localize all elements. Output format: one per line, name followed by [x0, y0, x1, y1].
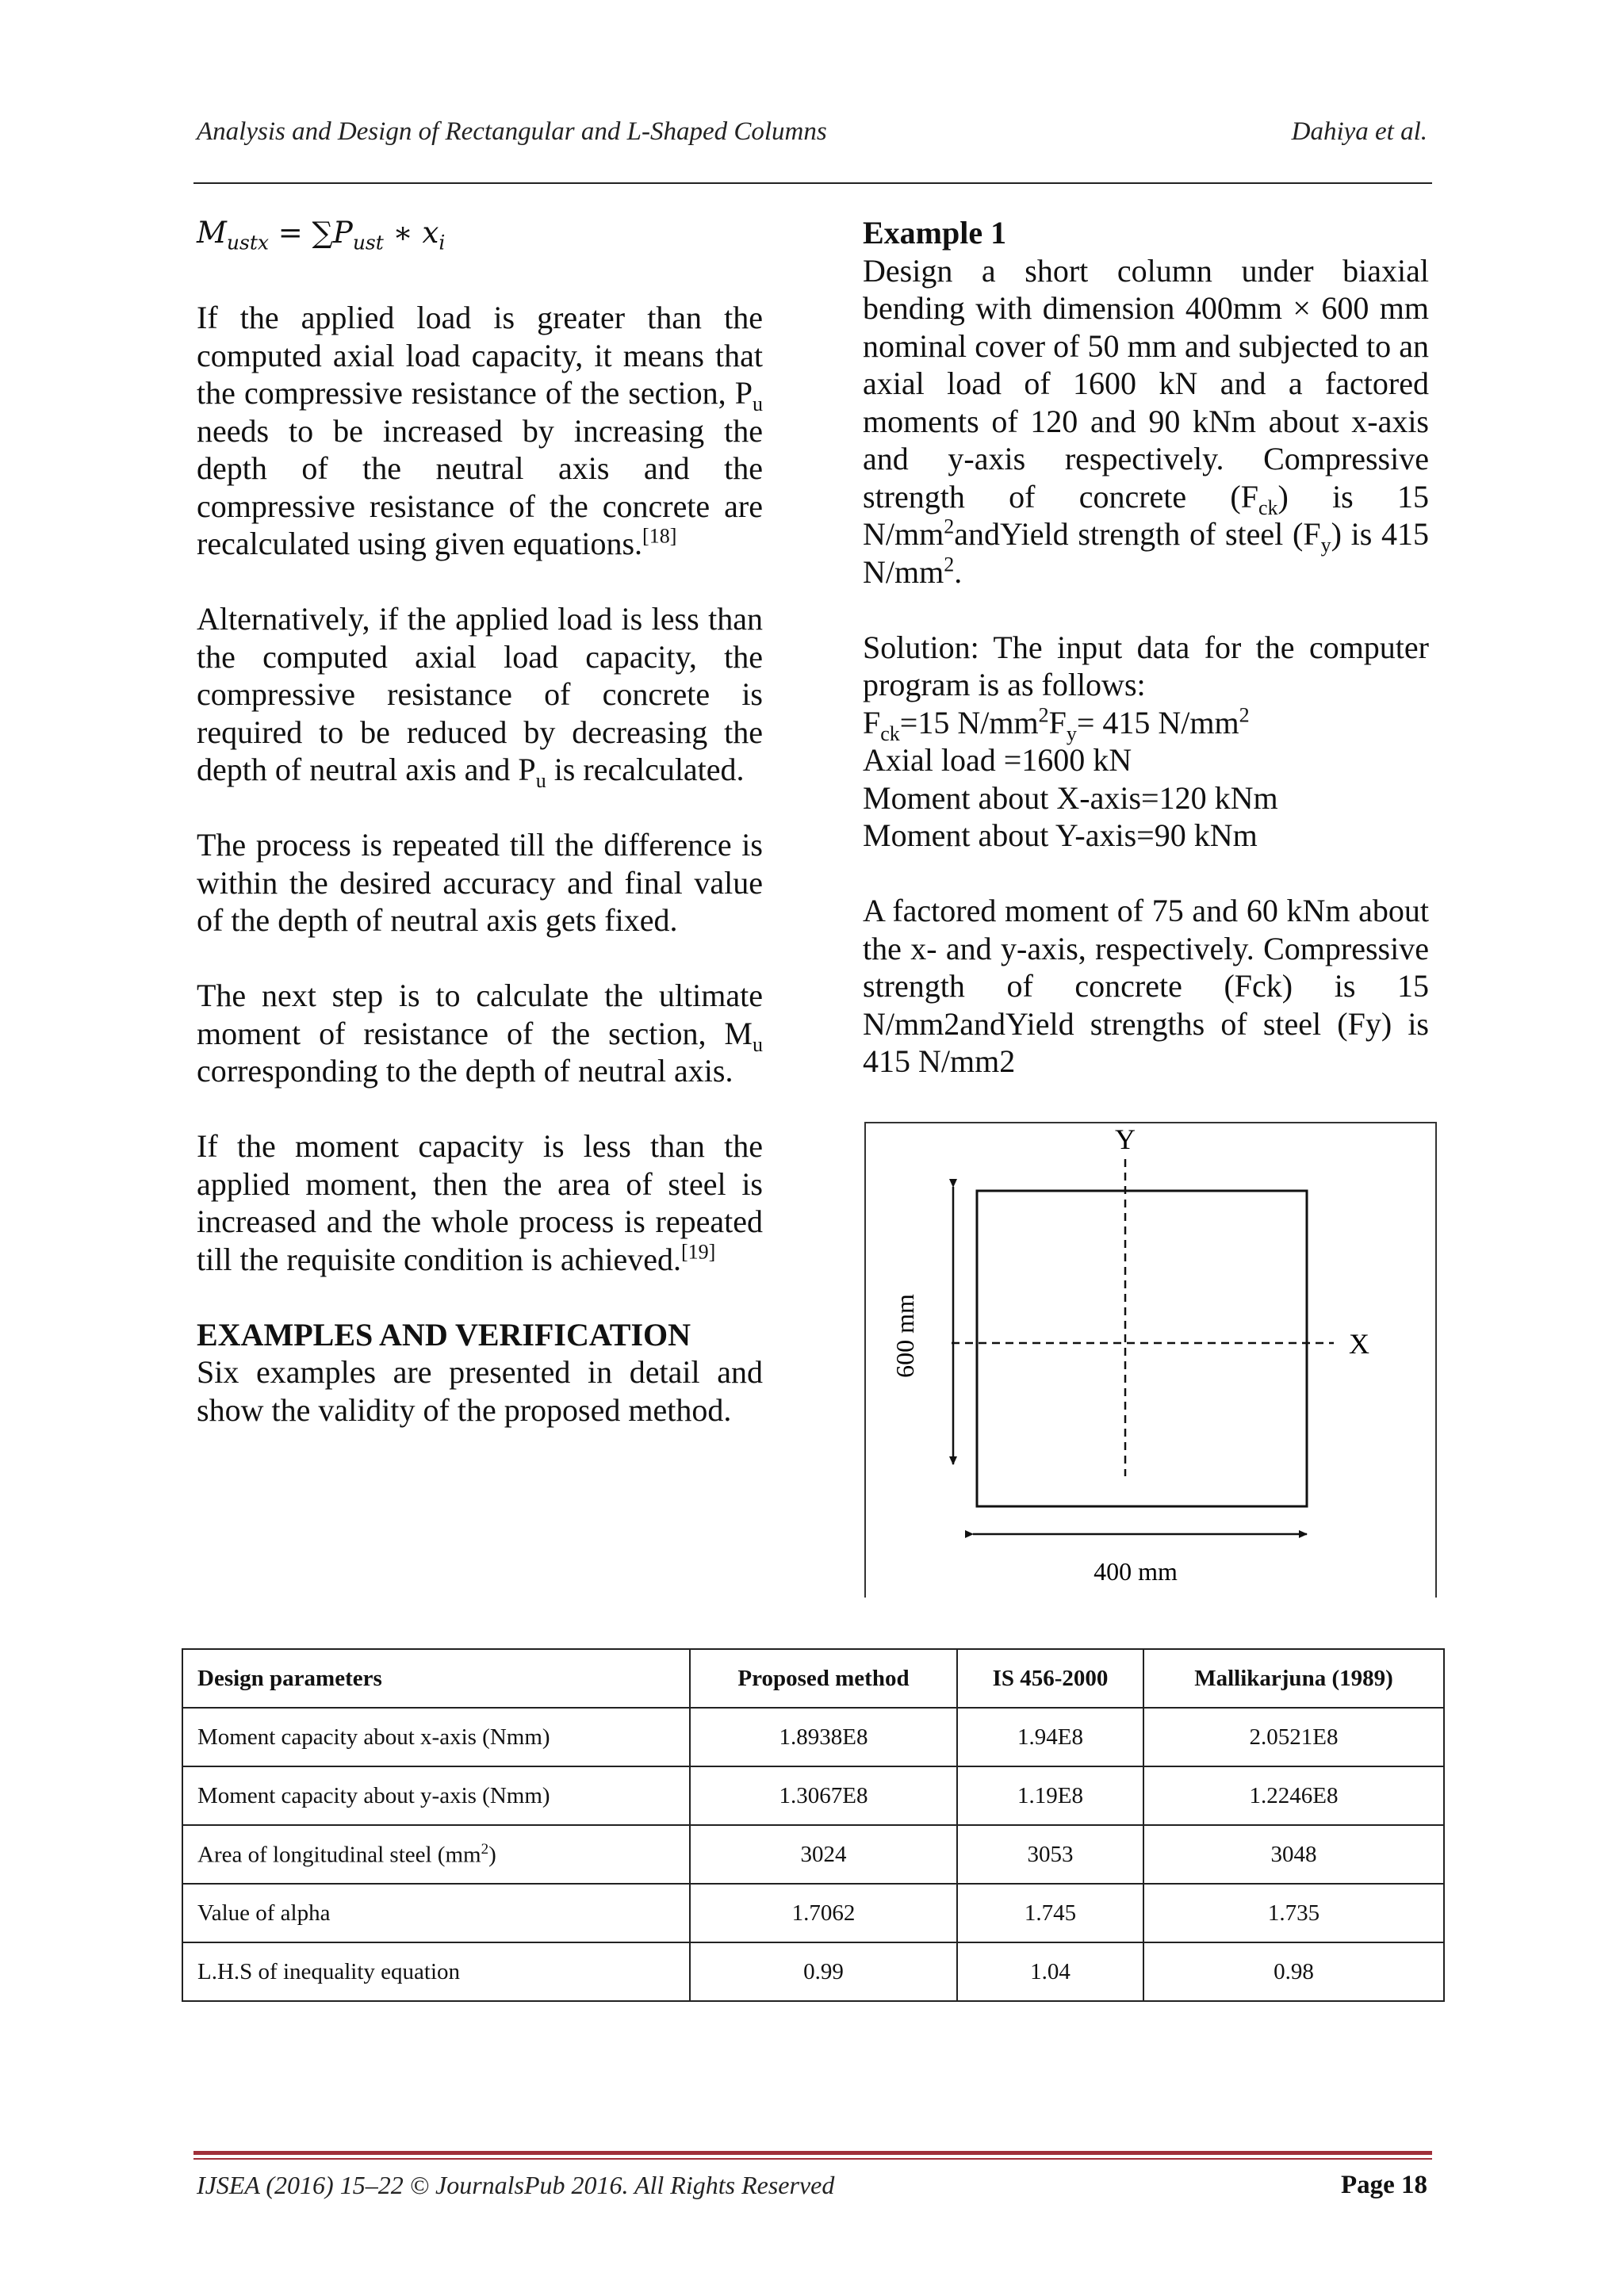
table-row: [182, 1825, 1444, 1884]
input-moment-x: Moment about X-axis=120 kNm: [863, 779, 1278, 816]
paragraph-example-statement: Design a short column under biaxial bending with dimension 400mm × 600 mm nominal cover of 50 mm and subjected to an axial load of 1600 kN and a factored moments of 120 and 90 kNm about x-axis and y-axis respectively. Compressive strength of concrete $(F_{ck})$ is 15 $N/mm^2andYield$ strength of steel $(F_y)$ is 415 $N/mm^2$.: [863, 252, 1430, 590]
column-section-figure: [864, 1122, 1437, 1598]
example-heading: Example 1: [863, 215, 1007, 251]
running-header-title: Analysis and Design of Rectangular and L-Shaped Columns: [197, 117, 827, 146]
table-row: [182, 1708, 1444, 1766]
table-header-row: [182, 1649, 1444, 1708]
paragraph-moment-capacity: If the moment capacity is less than the applied moment, then the area of steel is increased and the whole process is repeated till the requisite condition is achieved.[19]: [197, 1128, 763, 1277]
table-cell: 2.0521E8: [1143, 1708, 1444, 1766]
x-axis-label: X: [1349, 1328, 1369, 1360]
width-dimension-label: 400 mm: [1094, 1557, 1178, 1586]
row-label: Moment capacity about x-axis (Nmm): [182, 1708, 690, 1766]
table-cell: 1.8938E8: [690, 1708, 957, 1766]
table-cell: 1.7062: [690, 1884, 957, 1942]
table-row: [182, 1766, 1444, 1825]
table-cell: 1.94E8: [957, 1708, 1143, 1766]
paragraph-process-repeated: The process is repeated till the difference is within the desired accuracy and final value of the depth of neutral axis gets fixed.: [197, 827, 763, 939]
table-header-cell: Mallikarjuna (1989): [1143, 1649, 1444, 1708]
table-cell: 3053: [957, 1825, 1143, 1884]
height-dimension-label: 600 mm: [891, 1294, 919, 1378]
row-label: Moment capacity about y-axis (Nmm): [182, 1766, 690, 1825]
paragraph-solution: Solution: The input data for the computer program is as follows:: [863, 629, 1429, 702]
paragraph-load-less: Alternatively, if the applied load is less than the computed axial load capacity, the compressive resistance of concrete is required to be reduced by decreasing the depth of neutral axis and $P_u$ is recalculated.: [197, 601, 763, 793]
right-column: [863, 214, 1429, 1081]
left-column: [197, 214, 763, 1429]
section-heading: EXAMPLES AND VERIFICATION: [197, 1316, 691, 1353]
table-row: [182, 1942, 1444, 2001]
footer-rule-thin: [193, 2158, 1432, 2160]
results-table: [182, 1648, 1445, 2002]
y-axis-label: Y: [1115, 1123, 1136, 1155]
table-header-cell: Proposed method: [690, 1649, 957, 1708]
table-cell: 3024: [690, 1825, 957, 1884]
column-outline: [977, 1191, 1307, 1506]
table-cell: 0.99: [690, 1942, 957, 2001]
running-header-authors: Dahiya et al.: [1291, 117, 1427, 146]
row-label: Area of longitudinal steel $(mm^2)$: [182, 1825, 690, 1884]
paragraph-examples-intro: Six examples are presented in detail and show the validity of the proposed method.: [197, 1354, 763, 1428]
citation-19: [19]: [680, 1240, 716, 1264]
input-axial-load: Axial load =1600 kN: [863, 742, 1132, 778]
citation-18: [18]: [642, 525, 677, 549]
header-rule: [193, 182, 1432, 184]
footer-citation: IJSEA (2016) 15–22 © JournalsPub 2016. All Rights Reserved: [197, 2171, 835, 2199]
paragraph-next-step: The next step is to calculate the ultimate moment of resistance of the section, $M_u$ corresponding to the depth of neutral axis.: [197, 978, 763, 1089]
input-strengths: $F_{ck}=15$ $N/mm^2F_y= 415$ $N/mm^2$: [863, 703, 1250, 745]
paragraph-load-greater: If the applied load is greater than the computed axial load capacity, it means that the compressive resistance of the section, $P_u$ needs to be increased by increasing the depth of the neutral axis and the compressive resistance of the concrete are recalculated using given equations.[18]: [197, 300, 763, 562]
row-label: Value of alpha: [182, 1884, 690, 1942]
table-header-cell: IS 456-2000: [957, 1649, 1143, 1708]
paragraph-factored-moment: A factored moment of 75 and 60 kNm about the x- and y-axis, respectively. Compressive strength of concrete (Fck) is 15 N/mm2andYield strengths of steel (Fy) is 415 N/mm2: [863, 893, 1429, 1079]
table-cell: 3048: [1143, 1825, 1444, 1884]
row-label: L.H.S of inequality equation: [182, 1942, 690, 2001]
table-cell: 1.19E8: [957, 1766, 1143, 1825]
table-cell: 1.2246E8: [1143, 1766, 1444, 1825]
input-moment-y: Moment about Y-axis=90 kNm: [863, 817, 1258, 853]
moment-formula: $M_{ustx} = \sum P_{ust}$ ∗ $x_i$: [197, 216, 446, 254]
table-row: [182, 1884, 1444, 1942]
table-cell: 1.3067E8: [690, 1766, 957, 1825]
table-header-cell: Design parameters: [182, 1649, 690, 1708]
table-cell: 1.04: [957, 1942, 1143, 2001]
page-number: Page 18: [1340, 2171, 1427, 2199]
footer-rule-thick: [193, 2151, 1432, 2155]
table-cell: 1.735: [1143, 1884, 1444, 1942]
table-cell: 0.98: [1143, 1942, 1444, 2001]
column-section-diagram: [866, 1123, 1435, 1598]
table-cell: 1.745: [957, 1884, 1143, 1942]
